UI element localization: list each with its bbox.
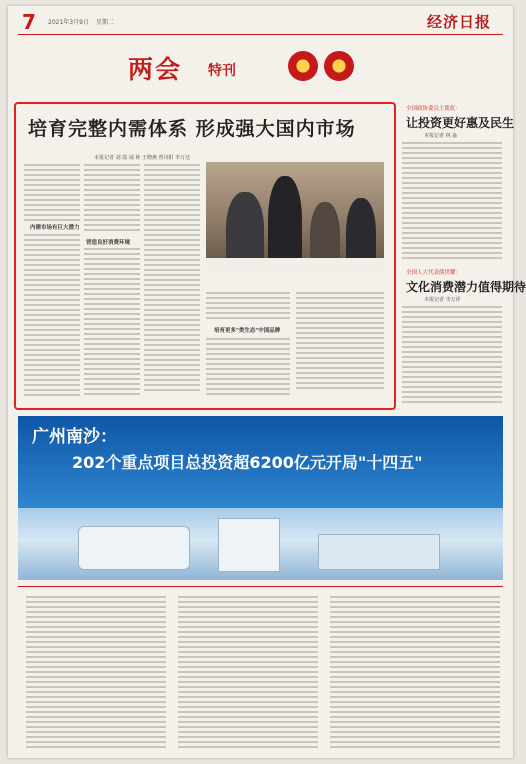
feature-body-col3 — [330, 596, 500, 751]
lead-article-body-col1b — [24, 234, 80, 399]
lead-article-body-col1 — [24, 164, 80, 224]
page-number: 7 — [22, 10, 36, 34]
right-article-2-headline: 文化消费潜力值得期待 — [406, 280, 526, 294]
lead-article-headline: 培育完整内需体系 形成强大国内市场 — [28, 118, 356, 140]
photo-building-2 — [218, 518, 280, 572]
lead-subhead-3: 培育更多"类生态"中国品牌 — [214, 328, 281, 334]
lead-article-body-col2b — [84, 248, 140, 398]
right-article-1-section: 全国政协委员王凯虹： — [406, 106, 462, 112]
feature-divider — [18, 586, 503, 587]
right-article-2-byline: 本报记者 李万祥 — [424, 297, 461, 303]
lead-article-body-col2 — [84, 164, 140, 234]
photo-counter — [206, 258, 384, 274]
lead-subhead-1: 内需市场有巨大潜力 — [30, 225, 80, 231]
photo-building-3 — [318, 534, 440, 570]
issue-weekday: 星期二 — [96, 19, 115, 26]
cppcc-emblem-icon — [324, 51, 354, 81]
right-article-1-headline: 让投资更好惠及民生 — [406, 116, 515, 130]
guangzhou-feature-kicker: 广州南沙： — [32, 427, 117, 447]
special-edition-banner — [128, 44, 308, 88]
page-header — [8, 6, 513, 36]
lead-article-photo — [206, 162, 384, 274]
lead-article-byline: 本报记者 刘 霞 闹 林 王晓燕 曾诗阳 李万达 — [94, 155, 191, 161]
newspaper-page — [8, 6, 526, 758]
right-article-1-byline: 本报记者 林 淼 — [424, 133, 458, 139]
lead-article-body-col3 — [144, 164, 200, 394]
guangzhou-feature-headline: 202个重点项目总投资超6200亿元开局"十四五" — [72, 453, 423, 472]
right-article-2-section: 全国人大代表熊世耀： — [406, 270, 462, 276]
feature-body-col1 — [26, 596, 166, 751]
right-article-1-body — [402, 142, 502, 262]
photo-building-1 — [78, 526, 190, 570]
header-divider — [18, 34, 503, 35]
right-article-2-body — [402, 306, 502, 406]
lead-article-body-col5 — [296, 292, 384, 392]
guangzhou-feature-photo — [18, 508, 503, 580]
issue-date: 2021年3月9日 — [48, 19, 89, 26]
banner-subtitle: 特刊 — [208, 63, 236, 79]
feature-body-col2 — [178, 596, 318, 751]
newspaper-logo: 经济日报 — [426, 13, 491, 31]
national-emblem-icon — [288, 51, 318, 81]
lead-subhead-2: 营造良好消费环境 — [86, 240, 131, 246]
lead-article-body-col4 — [206, 292, 290, 322]
lead-article-body-col4b — [206, 338, 290, 398]
lead-photo-caption — [206, 278, 384, 288]
banner-main-title: 两会 — [128, 55, 183, 84]
